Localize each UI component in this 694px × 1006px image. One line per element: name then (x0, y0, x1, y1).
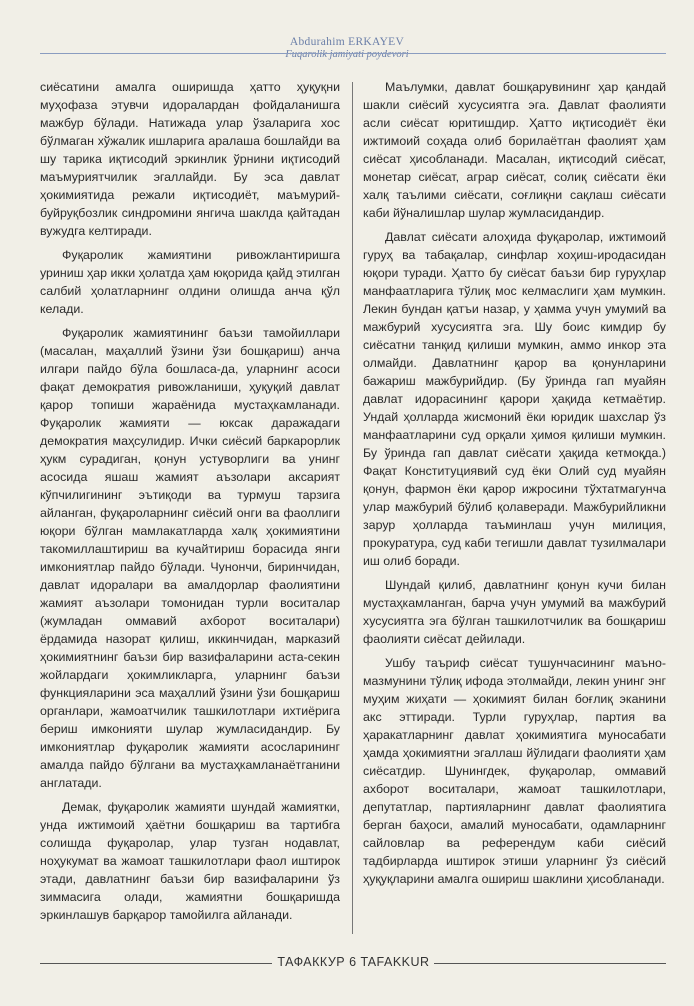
paragraph: Ушбу таъриф сиёсат тушунчасининг маъно-мазмунини тўлиқ ифода этолмайди, лекин унинг энг муҳим жиҳати — ҳокимият билан боғлиқ эканини акс эттиради. Турли гуруҳлар, партия ва ҳаракатларнинг давлат ҳокимиятига муносабати ҳамда ҳокимиятни эгаллаш йўлидаги фаолияти ҳам сиёсатдир. Шунингдек, фуқаролар, оммавий ахборот воситалари, жамоат ташкилотлари, депутатлар, партияларнинг давлат фаолиятига берган баҳоси, амалий муносабати, одамларнинг сайловлар ва референдум каби сиёсий тадбирларда иштирок этиши уларнинг ўз сиёсий ҳуқуқларини амалга ошириш шаклини ҳисобланади. (363, 656, 666, 886)
paragraph: Маълумки, давлат бошқарувининг ҳар қандай шакли сиёсий хусусиятга эга. Давлат фаолияти асли сиёсат юритишдир. Ҳатто иқтисодиёт ёки ижтимоий соҳада олиб борилаётган фаолият ҳам сиёсат ҳисобланади. Масалан, иқтисодий сиёсат, монетар сиёсат, аграр сиёсат, солиқ сиёсати ёки халқ таълими сиёсати, соғлиқни сақлаш сиёсати каби йўналишлар шулар жумласидандир. (363, 80, 666, 220)
paragraph: Шундай қилиб, давлатнинг қонун кучи билан мустаҳкамланган, барча учун умумий ва мажбурий хусусиятга эга бўлган ташкилотчилик ва бошқариш фаолияти сиёсат дейилади. (363, 578, 666, 646)
paragraph: Демак, фуқаролик жамияти шундай жамиятки, унда ижтимоий ҳаётни бошқариш ва тартибга солишда фуқаролар, улар тузган нодавлат, ноҳукумат ва жамоат ташкилотлари фаол иштирок этади, давлатнинг баъзи бир вазифаларини ўз зиммасига олади, жамиятни бошқаришда эркинлашув барқарор тамойилга айланади. (40, 800, 340, 922)
column-divider (352, 82, 353, 934)
paragraph: Давлат сиёсати алоҳида фуқаролар, ижтимоий гуруҳ ва табақалар, синфлар хоҳиш-иродасидан юқори туради. Ҳатто бу сиёсат баъзи бир гуруҳлар манфаатларига тўлиқ мос келмаслиги ҳам мумкин. Лекин бундан қатъи назар, у ҳамма учун умумий ва мажбурий хусусиятга эга. Шу боис кимдир бу сиёсатни танқид қилиши мумкин, аммо инкор эта олмайди. Давлатнинг қарор ва қонунларини бажариш мажбурийдир. (Бу ўринда гап муайян давлат идорасининг қарори ҳақида кетмаётир. Ундай ҳолларда жисмоний ёки юридик шахслар ўз манфаатларини суд орқали ҳимоя қилиши мумкин. Бу ўринда гап давлат сиёсати ҳақида кетмоқда.) Фақат Конституциявий суд ёки Олий суд муайян қонун, фармон ёки қарор ижросини тўхтатмагунча улар мажбурий бўлиб қолаверади. Мажбурийликни зарур ҳолларда таъминлаш учун милиция, прокуратура, суд каби тегишли давлат тузилмалари иш олиб боради. (363, 230, 666, 568)
running-header (0, 36, 694, 60)
right-text-column (363, 78, 666, 894)
paragraph: Фуқаролик жамиятининг баъзи тамойиллари (масалан, маҳаллий ўзини ўзи бошқариш) анча илгари пайдо бўла бошласа-да, уларнинг асоси фақат демократия ривожланиши, ҳуқуқий давлат қарор топиши жараёнида мустаҳкамланади. Фуқаролик жамияти — юксак даражадаги демократия маҳсулидир. Ички сиёсий баркарорлик ҳукм сурадиган, қонун устуворлиги ва унинг асосида яшаш жамият аъзолари аксарият кўпчилигининг эътиқоди ва турмуш тарзига айланган, фуқароларнинг сиёсий онги ва фаоллиги юқори бўлган мамлакатларда халқ ҳокимиятини такомиллаштириш ва кучайтириш борасида янги имкониятлар пайдо бўлади. Чунончи, биринчидан, давлат идоралари ва амалдорлар фаолиятини жамият аъзолари томонидан турли воситалар (жумладан оммавий ахборот воситалари) ёрдамида назорат қилиш, иккинчидан, марказий ҳокимиятнинг баъзи бир вазифаларини аста-секин жойлардаги ҳокимликларга, уларнинг баъзи функцияларини эса маҳаллий ўзини ўзи бошқариш органлари, жамоатчилик ташкилотлари ихтиёрига бериш имконияти шулар жумласидандир. Бу имкониятлар фуқаролик жамияти асосларининг амалда пайдо бўлгани ва мустаҳкамланаётганини англатади. (40, 326, 340, 790)
paragraph: Фуқаролик жамиятини ривожлантиришга уриниш ҳар икки ҳолатда ҳам юқорида қайд этилган салбий ҳолатларнинг олдини олишда анча қўл келади. (40, 248, 340, 316)
header-rule (40, 53, 666, 54)
paragraph: сиёсатини амалга оширишда ҳатто ҳуқуқни муҳофаза этувчи идоралардан фойдаланишга мажбур бўлади. Натижада улар ўзаларига хос бўлмаган хўжалик ишларига аралаша бошлайди ва шу тарика иқтисодий эркинлик ўрнини иқтисодий маъмуриятчилик эгаллайди. Бу эса давлат ҳокимиятида режали иқтисодиёт, маъмурий-буйруқбозлик синдромини янгича шаклда қайтадан вужудга келтиради. (40, 80, 340, 238)
footer-rule-right (434, 963, 666, 964)
page-footer (0, 955, 694, 971)
header-author: Abdurahim ERKAYEV (289, 36, 405, 48)
header-journal-title: Fuqarolik jamiyati poydevori (285, 49, 409, 60)
left-text-column (40, 78, 340, 930)
footer-rule-left (40, 963, 272, 964)
footer-label: ТАФАККУР 6 TAFAKKUR (277, 955, 430, 969)
